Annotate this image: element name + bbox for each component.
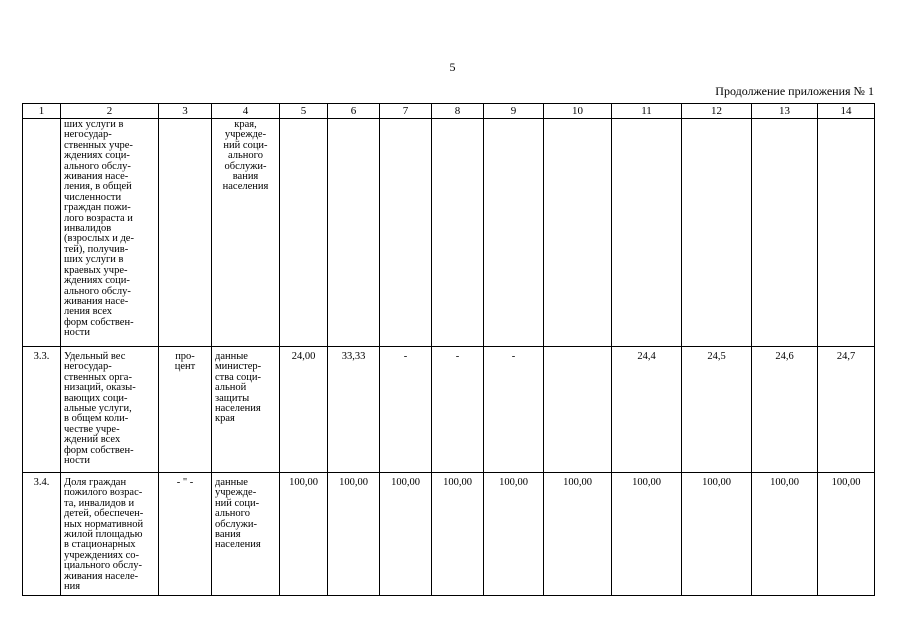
value-cell [544, 119, 612, 347]
indicator-name: Удельный вес негосудар- ственных орга- низаций, оказы- вающих соци- альные услуги, в общем коли- честве учре- ждений всех форм собствен- ности [61, 347, 159, 473]
column-header: 12 [682, 104, 752, 119]
table-row [23, 347, 875, 473]
value-cell: 24,5 [682, 347, 752, 473]
value-cell [544, 347, 612, 473]
unit: - " - [159, 473, 212, 596]
page-number: 5 [449, 60, 456, 74]
value-cell [432, 119, 484, 347]
data-source: данные министер- ства соци- альной защиты населения края [212, 347, 280, 473]
column-header: 13 [752, 104, 818, 119]
value-cell [682, 119, 752, 347]
column-header: 2 [61, 104, 159, 119]
column-header: 10 [544, 104, 612, 119]
value-cell [328, 119, 380, 347]
column-header: 4 [212, 104, 280, 119]
row-index [23, 119, 61, 347]
row-index: 3.3. [23, 347, 61, 473]
value-cell [752, 119, 818, 347]
column-header: 9 [484, 104, 544, 119]
value-cell: 100,00 [484, 473, 544, 596]
column-header: 3 [159, 104, 212, 119]
value-cell: 24,4 [612, 347, 682, 473]
indicator-name: Доля граждан пожилого возрас- та, инвалидов и детей, обеспечен- ных нормативной жилой площадью в стационарных учреждениях со- циального обслу- живания населе- ния [61, 473, 159, 596]
value-cell: 100,00 [328, 473, 380, 596]
column-header: 14 [818, 104, 875, 119]
data-source: данные учрежде- ний соци- ального обслужи- вания населения [212, 473, 280, 596]
value-cell [612, 119, 682, 347]
column-header: 5 [280, 104, 328, 119]
column-header: 1 [23, 104, 61, 119]
unit: про- цент [159, 347, 212, 473]
value-cell: 24,7 [818, 347, 875, 473]
table-row [23, 473, 875, 596]
value-cell: - [380, 347, 432, 473]
column-header: 8 [432, 104, 484, 119]
value-cell: - [432, 347, 484, 473]
column-header: 11 [612, 104, 682, 119]
table-row [23, 119, 875, 347]
data-source: края, учрежде- ний соци- ального обслужи- вания населения [212, 119, 280, 347]
column-header: 6 [328, 104, 380, 119]
value-cell: 24,00 [280, 347, 328, 473]
unit [159, 119, 212, 347]
value-cell: 100,00 [380, 473, 432, 596]
column-number-row [23, 104, 875, 119]
row-index: 3.4. [23, 473, 61, 596]
value-cell: 100,00 [432, 473, 484, 596]
value-cell: 33,33 [328, 347, 380, 473]
value-cell [380, 119, 432, 347]
value-cell: 100,00 [818, 473, 875, 596]
indicators-table [22, 103, 875, 596]
value-cell: 24,6 [752, 347, 818, 473]
value-cell: 100,00 [752, 473, 818, 596]
value-cell [280, 119, 328, 347]
value-cell: 100,00 [682, 473, 752, 596]
value-cell: 100,00 [544, 473, 612, 596]
value-cell: - [484, 347, 544, 473]
indicator-name: ших услуги в негосудар- ственных учре- ждениях соци- ального обслу- живания насе- ления, в общей численности граждан пожи- лого возраста и инвалидов (взрослых и де- тей), получив- ших услуги в краевых учре- ждениях соци- ального обслу- живания насе- ления всех форм собствен- ности [61, 119, 159, 347]
value-cell [484, 119, 544, 347]
value-cell: 100,00 [280, 473, 328, 596]
value-cell [818, 119, 875, 347]
column-header: 7 [380, 104, 432, 119]
appendix-title: Продолжение приложения № 1 [715, 84, 874, 98]
value-cell: 100,00 [612, 473, 682, 596]
